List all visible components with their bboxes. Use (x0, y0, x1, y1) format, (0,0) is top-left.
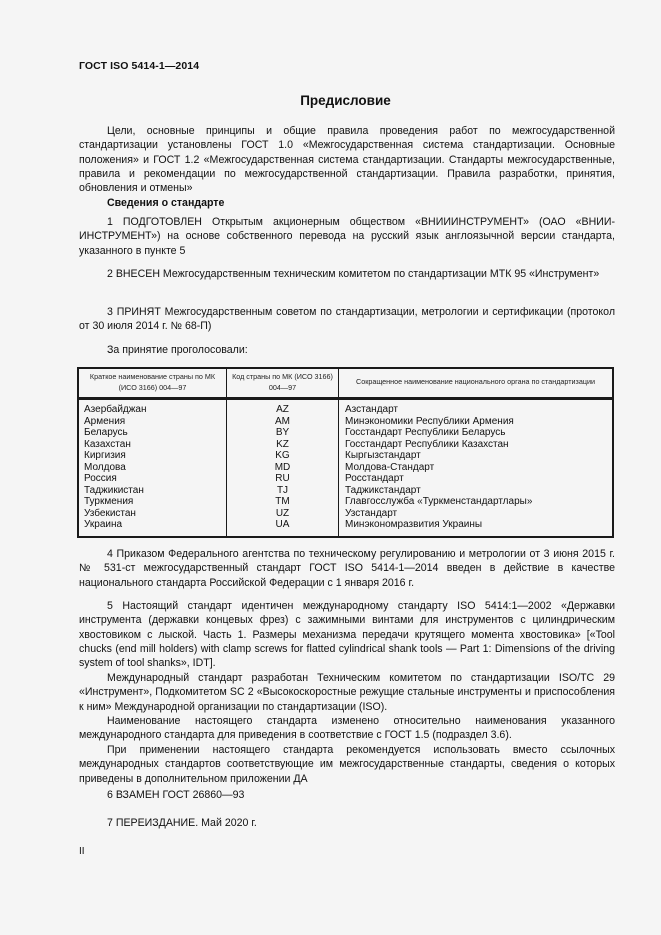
item-5-origin-paragraph: Международный стандарт разработан Техническим комитетом по стандартизации ISO/TC 29 «Инструмент», Подкомитетом SC 2 «Высокоскоростные режущие стальные инструменты и приспособления к ним» Международной организации по стандартизации (ISO). (79, 672, 615, 713)
table-row (78, 485, 613, 497)
country-code: AM (227, 416, 339, 428)
item-7-paragraph: 7 ПЕРЕИЗДАНИЕ. Май 2020 г. (107, 817, 257, 829)
header-country-code: Код страны по МК (ИСО 3166) 004—97 (227, 368, 339, 399)
country-code: UZ (227, 508, 339, 520)
item-5-name-change-paragraph: Наименование настоящего стандарта изменено относительно наименования указанного международного стандарта для приведения в соответствие с ГОСТ 1.5 (подраздел 3.6). (79, 715, 615, 742)
standards-body: Главгосслужба «Туркменстандартлары» (339, 496, 614, 508)
standards-body: Таджикстандарт (339, 485, 614, 497)
standards-body: Узстандарт (339, 508, 614, 520)
country-code: RU (227, 473, 339, 485)
vote-intro: За принятие проголосовали: (107, 344, 248, 356)
standards-body: Кыргызстандарт (339, 450, 614, 462)
country-code: TM (227, 496, 339, 508)
table-row (78, 439, 613, 451)
table-row (78, 462, 613, 474)
country-code: KG (227, 450, 339, 462)
country-name: Киргизия (84, 450, 126, 461)
country-name: Молдова (84, 461, 126, 473)
country-code: TJ (227, 485, 339, 497)
standards-body: Госстандарт Республики Беларусь (339, 427, 614, 439)
standards-body: Госстандарт Республики Казахстан (339, 439, 614, 451)
country-code: AZ (227, 399, 339, 416)
table-row (78, 496, 613, 508)
standards-body: Росстандарт (339, 473, 614, 485)
standards-body: Азстандарт (339, 399, 614, 416)
table-row (78, 399, 613, 416)
section-heading: Сведения о стандарте (107, 197, 225, 209)
country-name: Беларусь (84, 427, 128, 438)
standards-body: Минэкономики Республики Армения (339, 416, 614, 428)
country-name: Казахстан (84, 438, 131, 450)
table-row (78, 473, 613, 485)
header-standards-body: Сокращенное наименование национального органа по стандартизации (339, 368, 614, 399)
country-name: Азербайджан (84, 404, 147, 415)
country-code: KZ (227, 439, 339, 451)
country-name: Украина (84, 519, 123, 530)
country-name: Туркмения (84, 496, 134, 507)
table-row (78, 416, 613, 428)
item-6-paragraph: 6 ВЗАМЕН ГОСТ 26860—93 (107, 789, 245, 801)
item-3-paragraph: 3 ПРИНЯТ Межгосударственным советом по стандартизации, метрологии и сертификации (протокол от 30 июля 2014 г. № 68-П) (79, 306, 615, 333)
country-name: Россия (84, 473, 117, 484)
country-name: Узбекистан (84, 507, 136, 519)
country-name: Таджикистан (84, 484, 144, 496)
table-row (78, 508, 613, 520)
item-5-references-paragraph: При применении настоящего стандарта рекомендуется использовать вместо ссылочных международных стандартов соответствующие им межгосударственные стандарты, сведения о которых приведены в дополнительном приложении ДА (79, 744, 615, 785)
country-code: MD (227, 462, 339, 474)
standards-body: Минэкономразвития Украины (339, 519, 614, 537)
country-code: UA (227, 519, 339, 537)
item-5-paragraph: 5 Настоящий стандарт идентичен международному стандарту ISO 5414:1—2002 «Державки инструмента (державки концевых фрез) с зажимными винтами для инструментов с цилиндрическим хвостовиком с лыской. Часть 1. Размеры механизма передачи крутящего момента хвостовика» [«Tool chucks (end mill holders) with clamp screws for flatted cylindrical shank tools — Part 1: Dimensions of the driving system of tool shanks», IDT]. (79, 600, 615, 670)
table-row (78, 450, 613, 462)
table-row (78, 427, 613, 439)
item-1-paragraph: 1 ПОДГОТОВЛЕН Открытым акционерным обществом «ВНИИИНСТРУМЕНТ» (ОАО «ВНИИ-ИНСТРУМЕНТ») на основе собственного перевода на русский язык англоязычной версии стандарта, указанного в пункте 5 (79, 216, 615, 257)
header-country-name: Краткое наименование страны по МК (ИСО 3166) 004—97 (78, 368, 227, 399)
votes-table (77, 367, 614, 538)
country-name: Армения (84, 415, 126, 427)
country-code: BY (227, 427, 339, 439)
table-row (78, 519, 613, 537)
intro-paragraph: Цели, основные принципы и общие правила проведения работ по межгосударственной стандартизации установлены ГОСТ 1.0 «Межгосударственная система стандартизации. Основные положения» и ГОСТ 1.2 «Межгосударственная система стандартизации. Стандарты межгосударственные, правила и рекомендации по межгосударственной стандартизации. Правила разработки, принятия, обновления и отмены» (79, 125, 615, 195)
item-4-paragraph: 4 Приказом Федерального агентства по техническому регулированию и метрологии от 3 июня 2015 г. № 531-ст межгосударственный стандарт ГОСТ ISO 5414-1—2014 введен в действие в качестве национального стандарта Российской Федерации с 1 января 2016 г. (79, 548, 615, 589)
standards-body: Молдова-Стандарт (339, 462, 614, 474)
page-title: Предисловие (300, 93, 391, 108)
document-code-header: ГОСТ ISO 5414-1—2014 (79, 60, 200, 72)
item-2-paragraph: 2 ВНЕСЕН Межгосударственным техническим комитетом по стандартизации МТК 95 «Инструмент» (107, 268, 600, 280)
page-number: II (79, 846, 85, 857)
table-header-row (78, 368, 613, 399)
